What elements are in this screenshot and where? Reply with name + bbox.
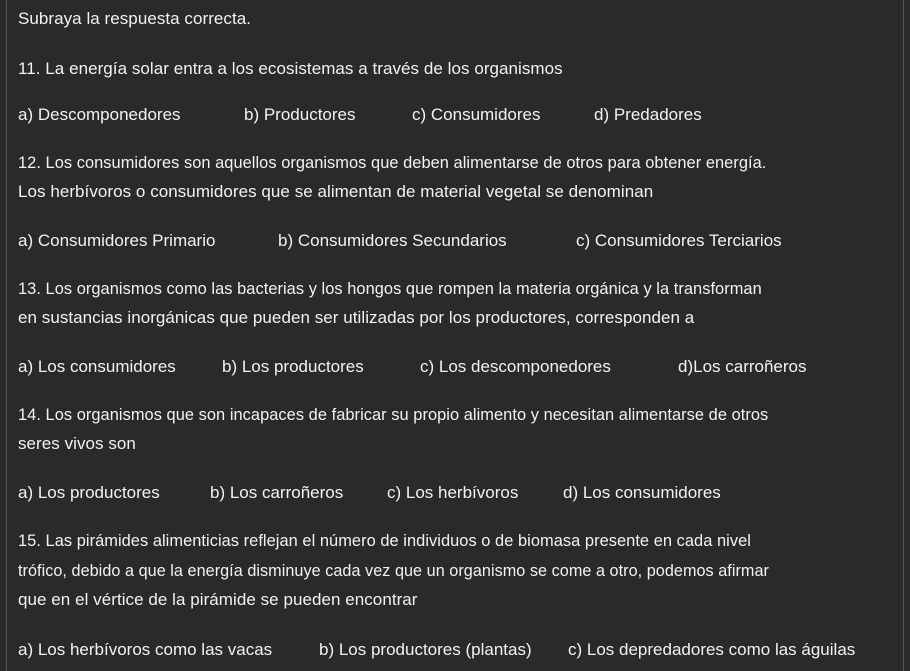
question-13-text-line-2: en sustancias inorgánicas que pueden ser utilizadas por los productores, corresponden a — [18, 308, 695, 327]
q11-option-b[interactable]: b) Productores — [244, 105, 356, 124]
q12-option-a[interactable]: a) Consumidores Primario — [18, 231, 216, 250]
q14-option-c[interactable]: c) Los herbívoros — [387, 483, 519, 502]
question-13-text-line-1: 13. Los organismos como las bacterias y los hongos que rompen la materia orgánica y la transforman — [18, 280, 762, 298]
q12-option-c[interactable]: c) Consumidores Terciarios — [576, 231, 782, 250]
question-14-text-line-1: 14. Los organismos que son incapaces de fabricar su propio alimento y necesitan alimentarse de otros — [18, 406, 769, 424]
question-12-text-line-2: Los herbívoros o consumidores que se alimentan de material vegetal se denominan — [18, 182, 654, 201]
q13-option-d[interactable]: d)Los carroñeros — [678, 357, 807, 376]
q11-option-d[interactable]: d) Predadores — [594, 105, 702, 124]
q14-option-b[interactable]: b) Los carroñeros — [210, 483, 344, 502]
q11-option-c[interactable]: c) Consumidores — [412, 105, 541, 124]
q11-option-a[interactable]: a) Descomponedores — [18, 105, 181, 124]
instruction: Subraya la respuesta correcta. — [18, 9, 252, 28]
question-15-text-line-3: que en el vértice de la pirámide se pueden encontrar — [18, 590, 418, 609]
q13-option-a[interactable]: a) Los consumidores — [18, 357, 176, 376]
q12-option-b[interactable]: b) Consumidores Secundarios — [278, 231, 507, 250]
question-15-text-line-1: 15. Las pirámides alimenticias reflejan el número de individuos o de biomasa presente en cada nivel — [18, 532, 751, 550]
q13-option-b[interactable]: b) Los productores — [222, 357, 364, 376]
q14-option-d[interactable]: d) Los consumidores — [563, 483, 721, 502]
q13-option-c[interactable]: c) Los descomponedores — [420, 357, 611, 376]
question-11-text: 11. La energía solar entra a los ecosistemas a través de los organismos — [18, 59, 563, 78]
question-14-text-line-2: seres vivos son — [18, 434, 136, 453]
q15-option-b[interactable]: b) Los productores (plantas) — [319, 640, 532, 659]
q15-option-a[interactable]: a) Los herbívoros como las vacas — [18, 640, 273, 659]
worksheet-page — [6, 0, 904, 671]
question-15-text-line-2: trófico, debido a que la energía disminuye cada vez que un organismo se come a otro, podemos afirmar — [18, 562, 769, 580]
q15-option-c[interactable]: c) Los depredadores como las águilas — [568, 640, 856, 659]
question-12-text-line-1: 12. Los consumidores son aquellos organismos que deben alimentarse de otros para obtener energía. — [18, 154, 767, 172]
q14-option-a[interactable]: a) Los productores — [18, 483, 160, 502]
